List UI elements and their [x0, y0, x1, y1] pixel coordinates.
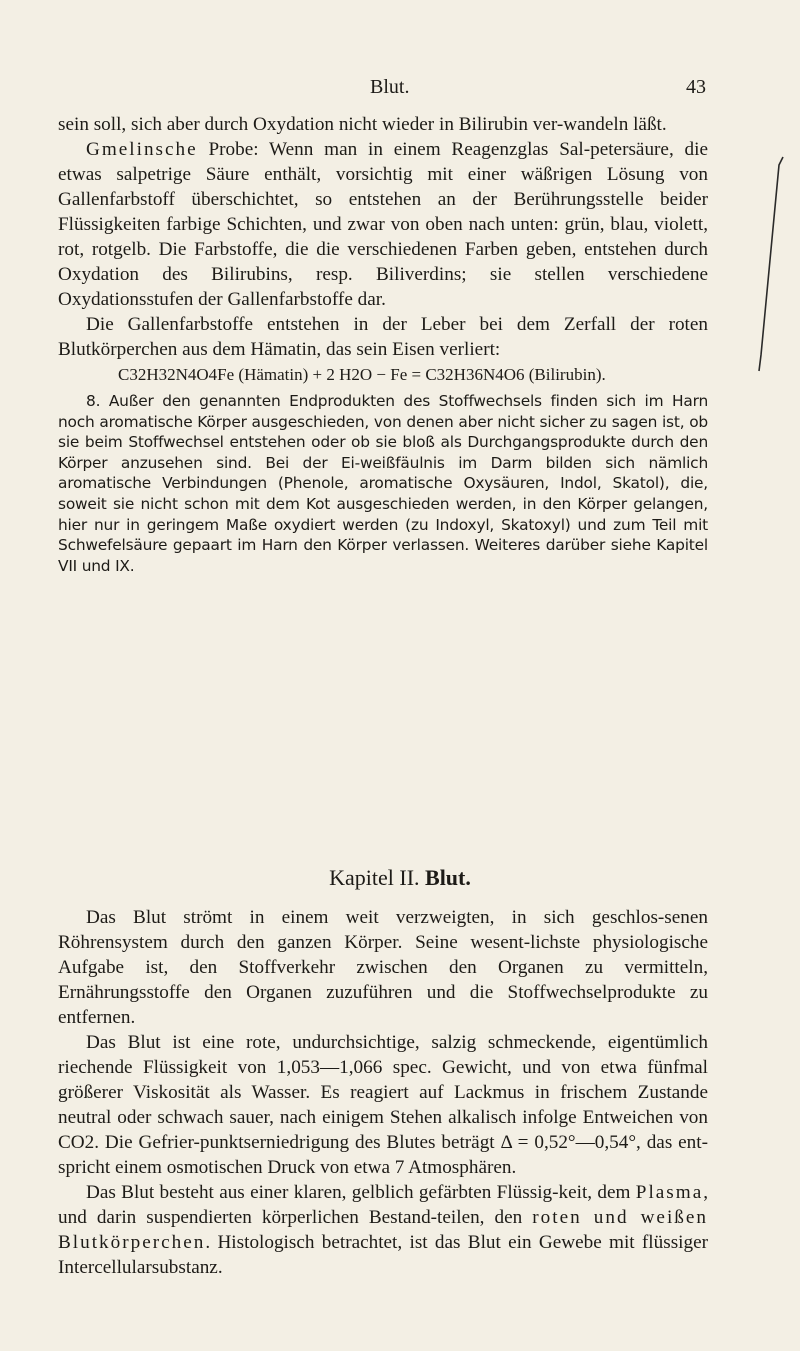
chapter-heading [0, 865, 800, 891]
paragraph-properties: Das Blut ist eine rote, undurchsichtige, salzig schmeckende, eigentümlich riechende Flüssigkeit von 1,053—1,066 spec. Gewicht, und von etwa fünfmal größerer Viskosität als Wasser. Es reagiert auf Lackmus in frischem Zustande neutral oder schwach sauer, nach einigem Stehen alkalisch infolge Entweichen von CO2. Die Gefrier-punktserniedrigung des Blutes beträgt Δ = 0,52°—0,54°, das ent-spricht einem osmotischen Druck von etwa 7 Atmosphären. [58, 1032, 708, 1178]
page-number: 43 [686, 76, 706, 98]
composition-text-1: Das Blut besteht aus einer klaren, gelblich gefärbten Flüssig-keit, dem [86, 1182, 631, 1203]
chapter-prefix: Kapitel II. [329, 865, 420, 890]
paragraph-formation: Die Gallenfarbstoffe entstehen in der Leber bei dem Zerfall der roten Blutkörperchen aus dem Hämatin, das sein Eisen verliert: [58, 314, 708, 360]
paragraph-intro: Das Blut strömt in einem weit verzweigten, in sich geschlos-senen Röhrensystem durch den ganzen Körper. Seine wesent-lichste physiologische Aufgabe ist, den Stoffverkehr zwischen den Organen zu vermitteln, Ernährungsstoffe den Organen zuzuführen und die Stoffwechselprodukte zu entfernen. [58, 907, 708, 1028]
gmelin-label: Gmelinsche [86, 139, 198, 160]
gmelin-text: Probe: Wenn man in einem Reagenzglas Sal-petersäure, die etwas salpetrige Säure enthält, vorsichtig mit einer wäßrigen Lösung von Gallenfarbstoff überschichtet, so entstehen an der Berührungsstelle beider Flüssigkeiten farbige Schichten, und zwar von oben nach unten: grün, blau, violett, rot, rotgelb. Die Farbstoffe, die die verschiedenen Farben geben, entstehen durch Oxydation des Bilirubins, resp. Biliverdins; sie stellen verschiedene Oxydationsstufen der Gallenfarbstoffe dar. [58, 139, 708, 310]
paragraph-gmelin [58, 137, 708, 312]
composition-text-3: . Histologisch betrachtet, ist das Blut ein Gewebe mit flüssiger Intercellularsubstanz. [58, 1232, 708, 1278]
chapter-text-block [58, 905, 708, 1280]
paragraph-composition [58, 1180, 708, 1280]
header-title: Blut. [370, 76, 410, 98]
running-header [370, 76, 706, 100]
footnote-paragraph: 8. Außer den genannten Endprodukten des Stoffwechsels finden sich im Harn noch aromatische Körper ausgeschieden, von denen aber nicht sicher zu sagen ist, ob sie beim Stoffwechsel entstehen oder ob sie bloß als Durchgangsprodukte durch den Körper anzusehen sind. Bei der Ei-weißfäulnis im Darm bilden sich nämlich aromatische Verbindungen (Phenole, aromatische Oxysäuren, Indol, Skatol), die, soweit sie nicht schon mit dem Kot ausgeschieden werden, in den Körper gelangen, hier nur in geringem Maße oxydiert werden (zu Indoxyl, Skatoxyl) und zum Teil mit Schwefelsäure gepaart im Harn den Körper verlassen. Weiteres darüber siehe Kapitel VII und IX. [58, 392, 708, 575]
term-plasma: Plasma [635, 1182, 704, 1203]
chapter-title: Blut. [425, 865, 471, 890]
composition-text-2: , und darin suspendierten körperlichen Bestand-teilen, den [58, 1182, 709, 1228]
paragraph-continuation: sein soll, sich aber durch Oxydation nicht wieder in Bilirubin ver-wandeln läßt. [58, 114, 667, 135]
chemical-formula: C32H32N4O4Fe (Hämatin) + 2 H2O − Fe = C32H36N4O6 (Bilirubin). [118, 365, 606, 384]
top-text-block [58, 112, 708, 576]
margin-bracket-mark [757, 155, 787, 373]
term-blood-cells: roten und weißen Blutkörperchen [58, 1207, 708, 1253]
